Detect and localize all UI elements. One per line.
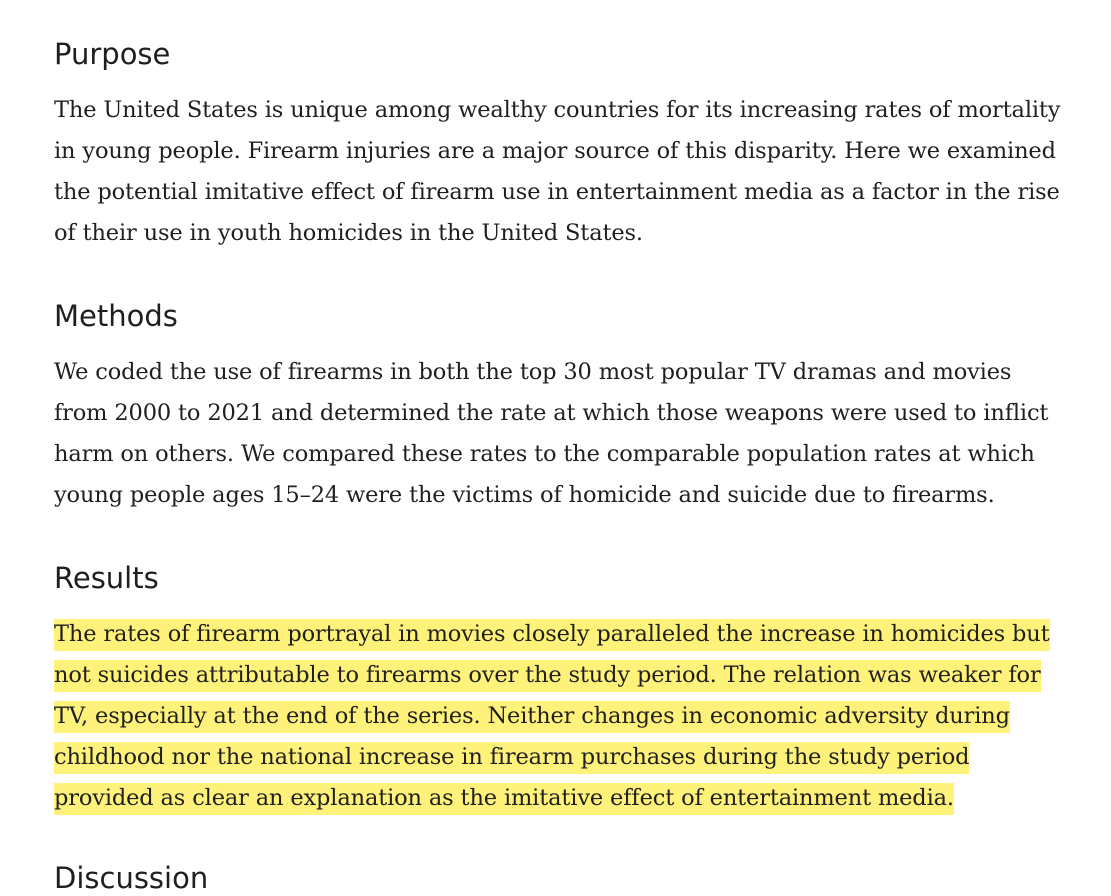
methods-text	[54, 352, 1048, 516]
discussion-heading: Discussion	[54, 861, 209, 895]
purpose-line: in young people. Firearm injuries are a major source of this disparity. Here we examined	[54, 138, 1056, 164]
results-line: not suicides attributable to firearms over the study period. The relation was weaker for	[54, 660, 1041, 692]
purpose-line: of their use in youth homicides in the United States.	[54, 220, 643, 246]
purpose-line: The United States is unique among wealthy countries for its increasing rates of mortality	[54, 97, 1061, 123]
results-line: The rates of firearm portrayal in movies closely paralleled the increase in homicides but	[54, 619, 1050, 651]
methods-line: from 2000 to 2021 and determined the rate at which those weapons were used to inflict	[54, 400, 1049, 426]
methods-line: young people ages 15–24 were the victims of homicide and suicide due to firearms.	[54, 482, 995, 508]
methods-line: We coded the use of firearms in both the top 30 most popular TV dramas and movies	[54, 359, 1012, 385]
purpose-text	[54, 90, 1060, 254]
results-text-highlighted[interactable]	[54, 614, 1050, 819]
methods-line: harm on others. We compared these rates to the comparable population rates at which	[54, 441, 1035, 467]
purpose-line: the potential imitative effect of firearm use in entertainment media as a factor in the rise	[54, 179, 1060, 205]
results-line: childhood nor the national increase in firearm purchases during the study period	[54, 742, 969, 774]
results-line: provided as clear an explanation as the imitative effect of entertainment media.	[54, 783, 954, 815]
results-line: TV, especially at the end of the series. Neither changes in economic adversity during	[54, 701, 1010, 733]
methods-heading: Methods	[54, 299, 178, 333]
purpose-heading: Purpose	[54, 37, 171, 71]
results-heading: Results	[54, 561, 159, 595]
